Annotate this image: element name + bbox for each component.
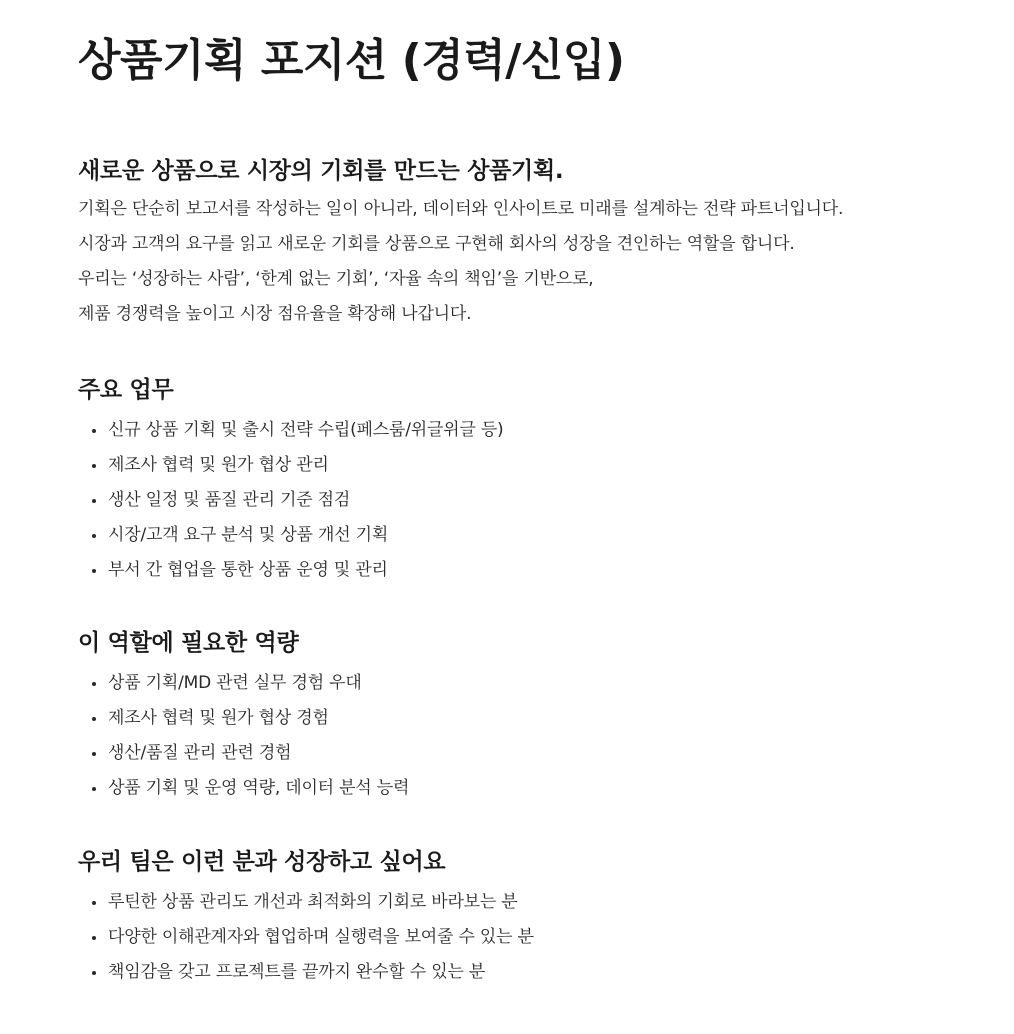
duties-list [78, 413, 503, 588]
bullet-dot-icon [92, 499, 96, 503]
bullet-dot-icon [92, 936, 96, 940]
list-item [92, 771, 409, 806]
page-title: 상품기획 포지션 (경력/신입) [78, 35, 625, 86]
section-ideal-candidate [78, 845, 534, 990]
list-item [92, 885, 534, 920]
bullet-dot-icon [92, 901, 96, 905]
intro-paragraph: 시장과 고객의 요구를 읽고 새로운 기회를 상품으로 구현해 회사의 성장을 견인하는 역할을 합니다. [78, 234, 795, 254]
bullet-dot-icon [92, 752, 96, 756]
list-item [92, 955, 534, 990]
list-item-text: 제조사 협력 및 원가 협상 관리 [108, 455, 329, 475]
intro-paragraph: 기획은 단순히 보고서를 작성하는 일이 아니라, 데이터와 인사이트로 미래를 설계하는 전략 파트너입니다. [78, 199, 844, 219]
bullet-dot-icon [92, 429, 96, 433]
list-item [92, 666, 409, 701]
list-item-text: 부서 간 협업을 통한 상품 운영 및 관리 [108, 560, 388, 580]
bullet-dot-icon [92, 682, 96, 686]
list-item-text: 책임감을 갖고 프로젝트를 끝까지 완수할 수 있는 분 [108, 962, 486, 982]
bullet-dot-icon [92, 534, 96, 538]
bullet-dot-icon [92, 971, 96, 975]
section-main-duties [78, 373, 503, 588]
list-item-text: 상품 기획/MD 관련 실무 경험 우대 [108, 673, 362, 693]
list-item-text: 시장/고객 요구 분석 및 상품 개선 기획 [108, 525, 389, 545]
bullet-dot-icon [92, 717, 96, 721]
list-item [92, 448, 503, 483]
intro-heading: 새로운 상품으로 시장의 기회를 만드는 상품기획. [78, 158, 564, 184]
list-item [92, 413, 503, 448]
list-item [92, 920, 534, 955]
list-item-text: 다양한 이해관계자와 협업하며 실행력을 보여줄 수 있는 분 [108, 927, 534, 947]
list-item-text: 생산/품질 관리 관련 경험 [108, 743, 292, 763]
skills-list [78, 666, 409, 806]
list-item [92, 483, 503, 518]
candidate-list [78, 885, 534, 990]
intro-paragraph: 제품 경쟁력을 높이고 시장 점유율을 확장해 나갑니다. [78, 304, 472, 324]
list-item-text: 제조사 협력 및 원가 협상 경험 [108, 708, 329, 728]
section-heading-required-skills: 이 역할에 필요한 역량 [78, 630, 299, 656]
list-item [92, 736, 409, 771]
intro-paragraph: 우리는 ‘성장하는 사람’, ‘한계 없는 기회’, ‘자율 속의 책임’을 기반으로, [78, 269, 594, 289]
intro-section [78, 154, 843, 332]
list-item [92, 701, 409, 736]
bullet-dot-icon [92, 787, 96, 791]
section-heading-ideal-candidate: 우리 팀은 이런 분과 성장하고 싶어요 [78, 849, 446, 875]
list-item-text: 생산 일정 및 품질 관리 기준 점검 [108, 490, 351, 510]
list-item-text: 루틴한 상품 관리도 개선과 최적화의 기회로 바라보는 분 [108, 892, 518, 912]
list-item [92, 518, 503, 553]
list-item-text: 신규 상품 기획 및 출시 전략 수립(페스룸/위글위글 등) [108, 420, 504, 440]
section-required-skills [78, 626, 409, 806]
list-item-text: 상품 기획 및 운영 역량, 데이터 분석 능력 [108, 778, 410, 798]
list-item [92, 553, 503, 588]
bullet-dot-icon [92, 569, 96, 573]
bullet-dot-icon [92, 464, 96, 468]
section-heading-main-duties: 주요 업무 [78, 377, 174, 403]
